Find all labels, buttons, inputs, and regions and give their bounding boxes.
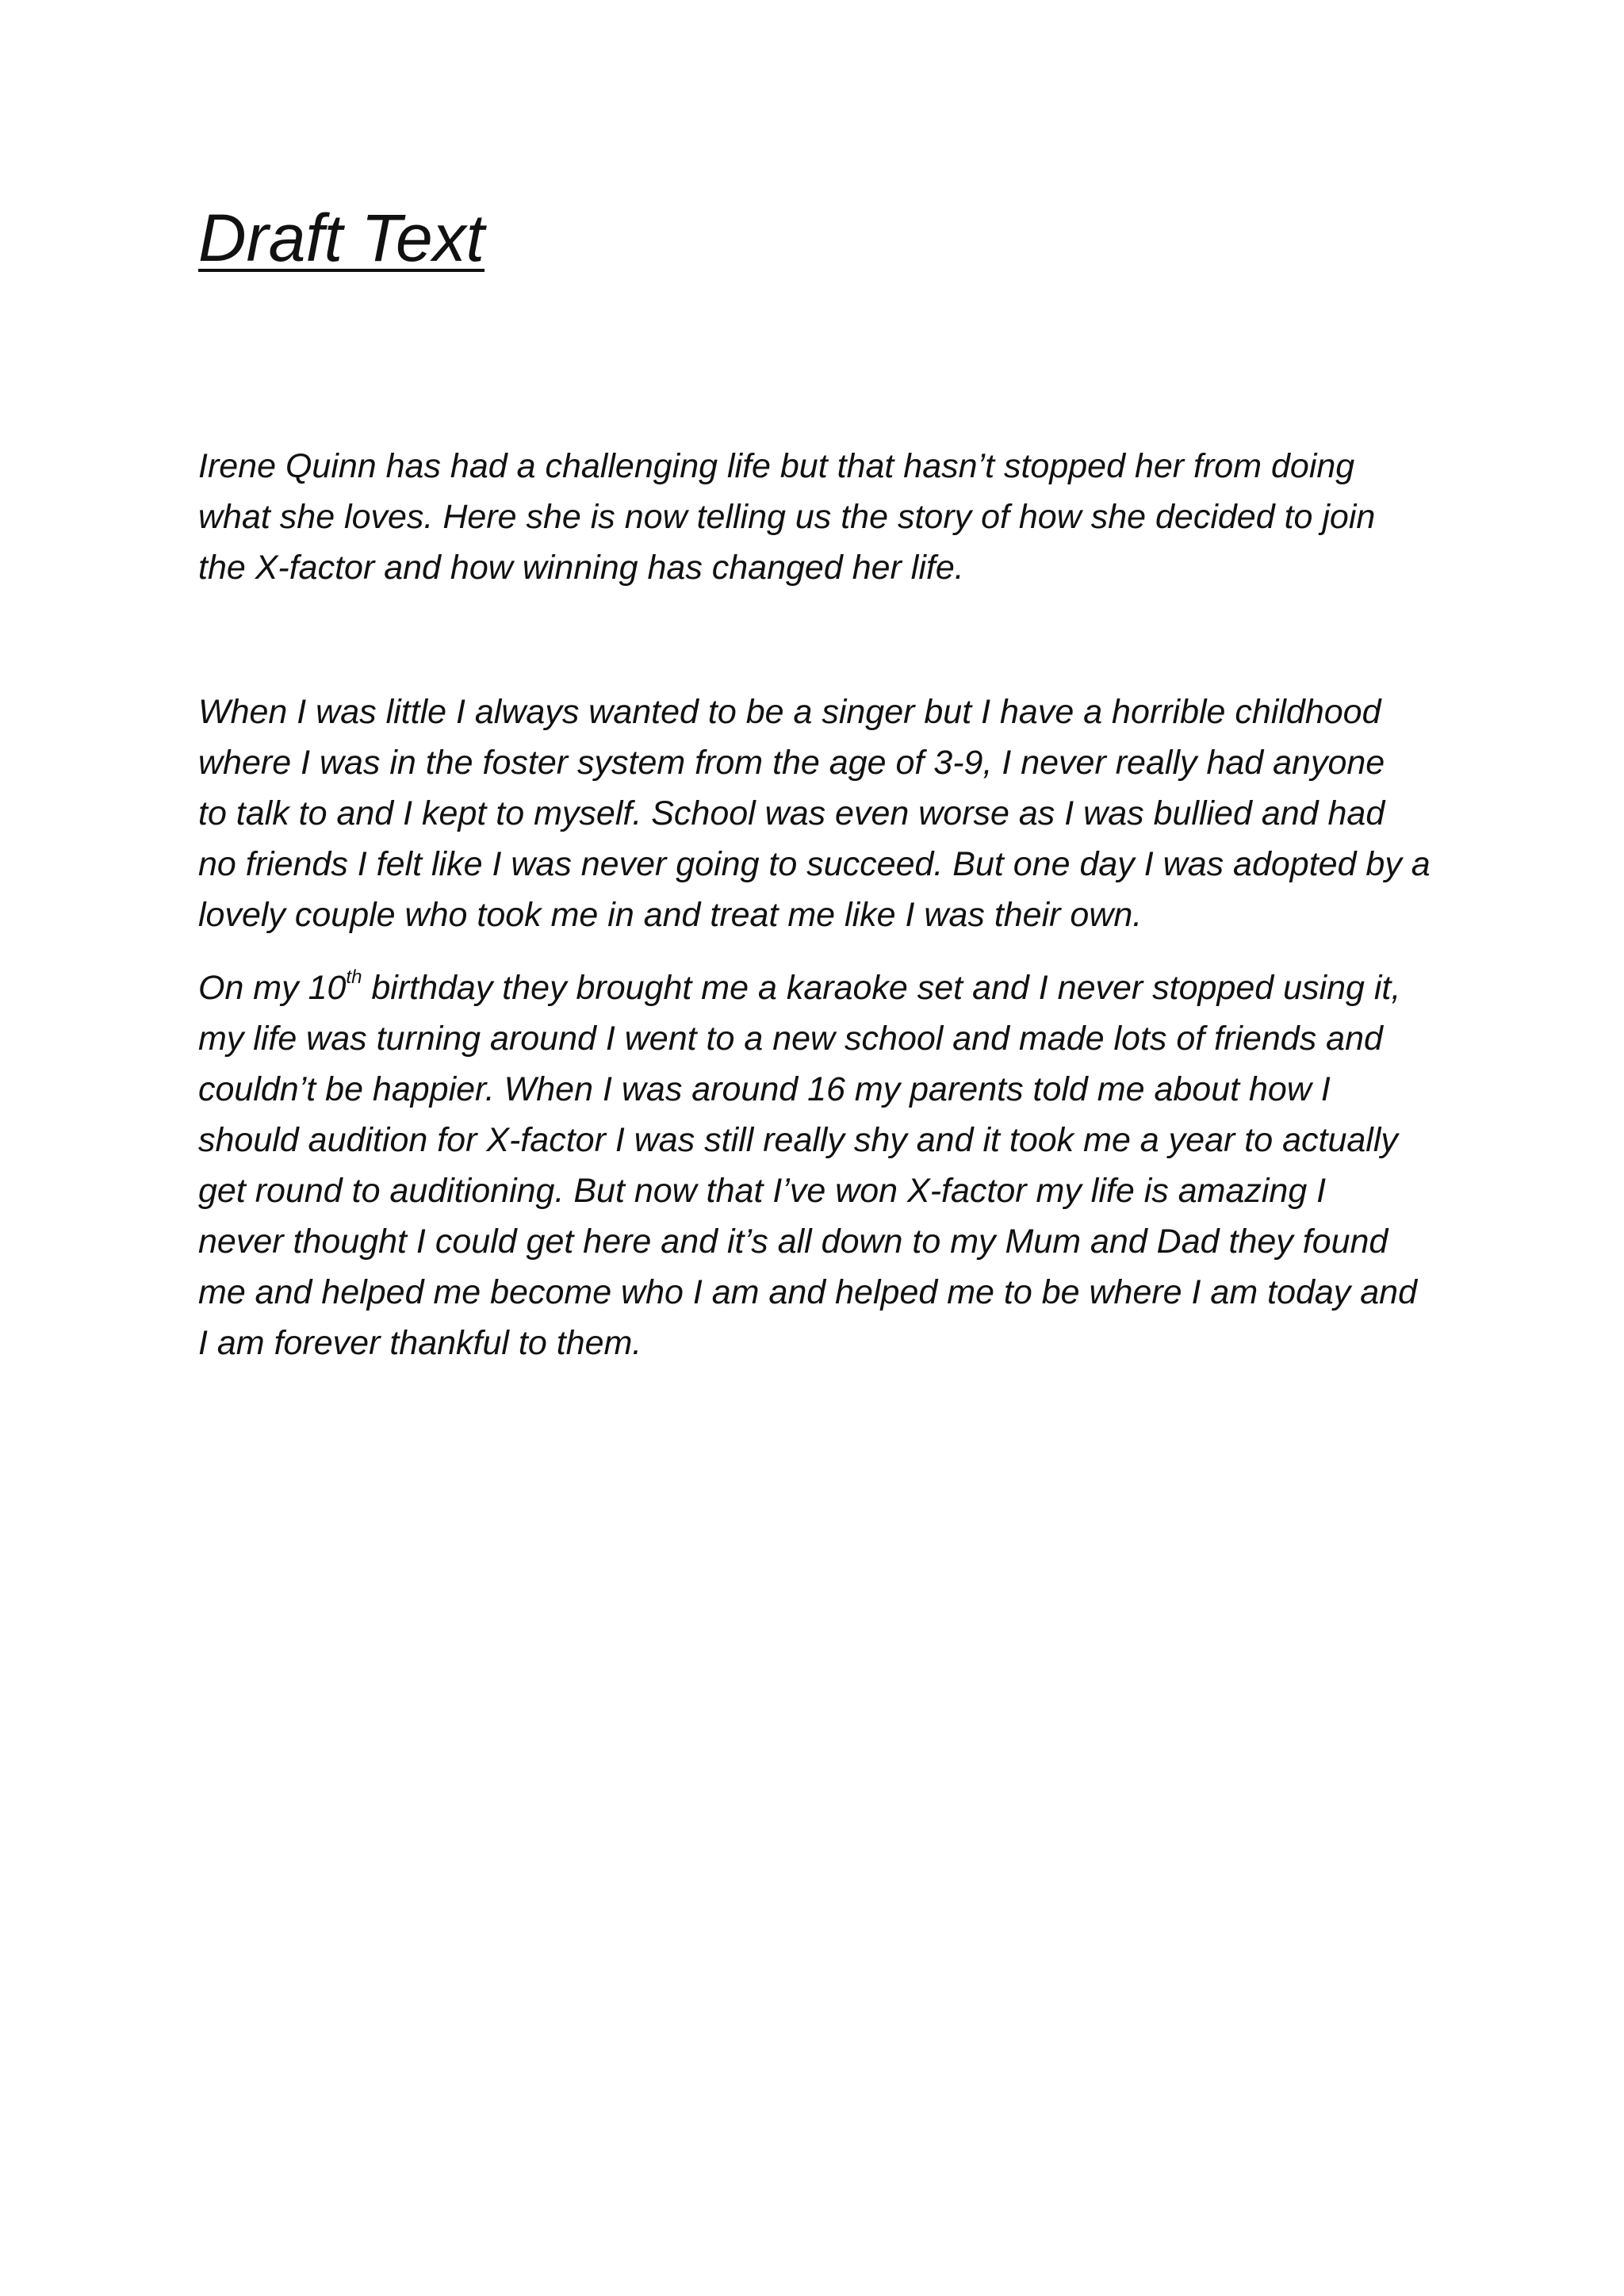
paragraph-line: lovely couple who took me in and treat me like I was their own. <box>198 896 1143 934</box>
paragraph-line: couldn’t be happier. When I was around 16 my parents told me about how I <box>198 1070 1331 1108</box>
paragraph-text: On my 10 <box>198 969 347 1007</box>
page-title: Draft Text <box>198 201 485 275</box>
paragraph-line <box>198 962 1451 1013</box>
ordinal-superscript: th <box>346 966 362 988</box>
paragraph-line: never thought I could get here and it’s all down to my Mum and Dad they found <box>198 1223 1388 1261</box>
story-paragraph-1 <box>198 687 1451 940</box>
intro-line: Irene Quinn has had a challenging life but that hasn’t stopped her from doing <box>198 447 1355 485</box>
intro-line: the X-factor and how winning has changed her life. <box>198 549 964 587</box>
paragraph-text: birthday they brought me a karaoke set and I never stopped using it, <box>362 969 1401 1007</box>
intro-line: what she loves. Here she is now telling us the story of how she decided to join <box>198 498 1376 536</box>
paragraph-line: my life was turning around I went to a new school and made lots of friends and <box>198 1020 1383 1058</box>
intro-paragraph <box>198 441 1451 593</box>
paragraph-line: no friends I felt like I was never going to succeed. But one day I was adopted by a <box>198 845 1431 883</box>
paragraph-line: to talk to and I kept to myself. School was even worse as I was bullied and had <box>198 794 1385 832</box>
paragraph-line: When I was little I always wanted to be a singer but I have a horrible childhood <box>198 693 1381 731</box>
paragraph-line: where I was in the foster system from the age of 3-9, I never really had anyone <box>198 744 1385 782</box>
paragraph-line: me and helped me become who I am and helped me to be where I am today and <box>198 1273 1417 1311</box>
paragraph-line: get round to auditioning. But now that I’ve won X-factor my life is amazing I <box>198 1172 1327 1210</box>
paragraph-line: should audition for X-factor I was still really shy and it took me a year to actually <box>198 1121 1398 1159</box>
paragraph-line: I am forever thankful to them. <box>198 1324 642 1362</box>
story-paragraph-2 <box>198 962 1451 1368</box>
